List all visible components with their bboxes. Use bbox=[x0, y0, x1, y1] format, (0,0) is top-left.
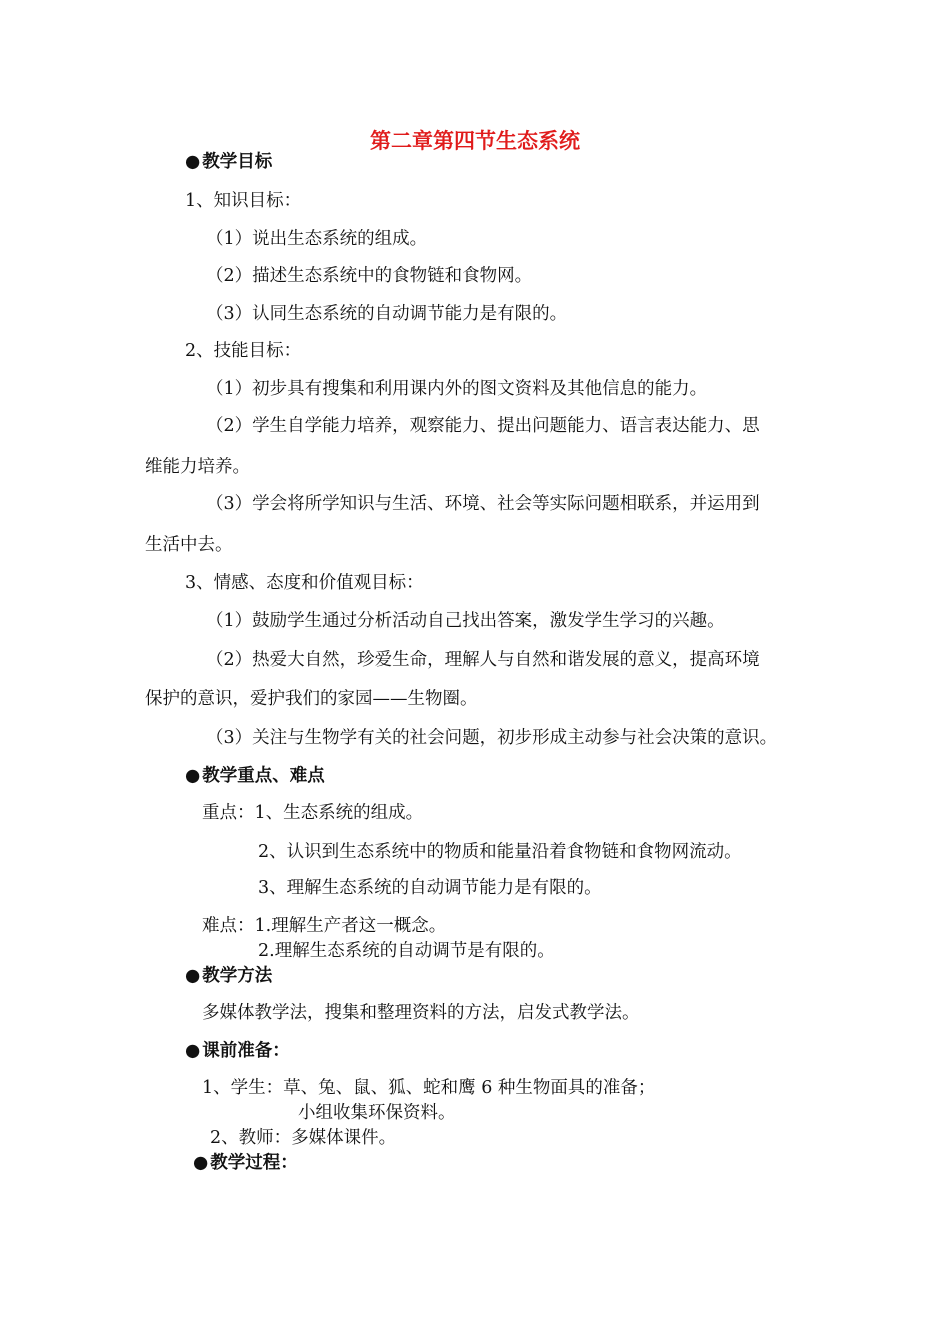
knowledge-objectives-label: 1、知识目标： bbox=[185, 191, 302, 211]
emotion-item-continuation: 保护的意识，爱护我们的家园——生物圈。 bbox=[145, 689, 478, 709]
bullet-icon: ● bbox=[193, 1153, 209, 1173]
skill-item: （3）学会将所学知识与生活、环境、社会等实际问题相联系，并运用到 bbox=[206, 494, 760, 514]
focus-line: 重点：1、生态系统的组成。 bbox=[202, 803, 424, 823]
focus-line: 3、理解生态系统的自动调节能力是有限的。 bbox=[258, 878, 602, 898]
knowledge-item: （3）认同生态系统的自动调节能力是有限的。 bbox=[206, 304, 568, 324]
skill-item: （1）初步具有搜集和利用课内外的图文资料及其他信息的能力。 bbox=[206, 379, 708, 399]
knowledge-item: （2）描述生态系统中的食物链和食物网。 bbox=[206, 266, 533, 286]
section-heading-objectives: ● 教学目标 bbox=[185, 152, 273, 172]
focus-line: 2、认识到生态系统中的物质和能量沿着食物链和食物网流动。 bbox=[258, 842, 742, 862]
section-heading-method: ● 教学方法 bbox=[185, 966, 273, 986]
bullet-icon: ● bbox=[185, 766, 201, 786]
section-heading-preparation: ● 课前准备： bbox=[185, 1041, 290, 1061]
knowledge-item: （1）说出生态系统的组成。 bbox=[206, 229, 428, 249]
emotion-objectives-label: 3、情感、态度和价值观目标： bbox=[185, 573, 424, 593]
difficulty-line: 2.理解生态系统的自动调节是有限的。 bbox=[258, 941, 555, 961]
bullet-icon: ● bbox=[185, 1041, 201, 1061]
preparation-line: 2、教师：多媒体课件。 bbox=[210, 1128, 397, 1148]
document-title: 第二章第四节生态系统 bbox=[370, 129, 580, 153]
section-heading-key-points: ● 教学重点、难点 bbox=[185, 766, 325, 786]
preparation-line: 小组收集环保资料。 bbox=[298, 1103, 456, 1123]
preparation-line: 1、学生：草、兔、鼠、狐、蛇和鹰 6 种生物面具的准备； bbox=[202, 1078, 656, 1098]
skill-objectives-label: 2、技能目标： bbox=[185, 341, 302, 361]
difficulty-line: 难点：1.理解生产者这一概念。 bbox=[202, 916, 447, 936]
emotion-item: （1）鼓励学生通过分析活动自己找出答案，激发学生学习的兴趣。 bbox=[206, 611, 725, 631]
skill-item: （2）学生自学能力培养，观察能力、提出问题能力、语言表达能力、思 bbox=[206, 416, 760, 436]
emotion-item: （3）关注与生物学有关的社会问题，初步形成主动参与社会决策的意识。 bbox=[206, 728, 778, 748]
bullet-icon: ● bbox=[185, 152, 201, 172]
emotion-item: （2）热爱大自然，珍爱生命，理解人与自然和谐发展的意义，提高环境 bbox=[206, 650, 760, 670]
bullet-icon: ● bbox=[185, 966, 201, 986]
skill-item-continuation: 维能力培养。 bbox=[145, 457, 250, 477]
section-heading-process: ● 教学过程： bbox=[193, 1153, 298, 1173]
skill-item-continuation: 生活中去。 bbox=[145, 535, 233, 555]
method-text: 多媒体教学法，搜集和整理资料的方法，启发式教学法。 bbox=[202, 1003, 640, 1023]
